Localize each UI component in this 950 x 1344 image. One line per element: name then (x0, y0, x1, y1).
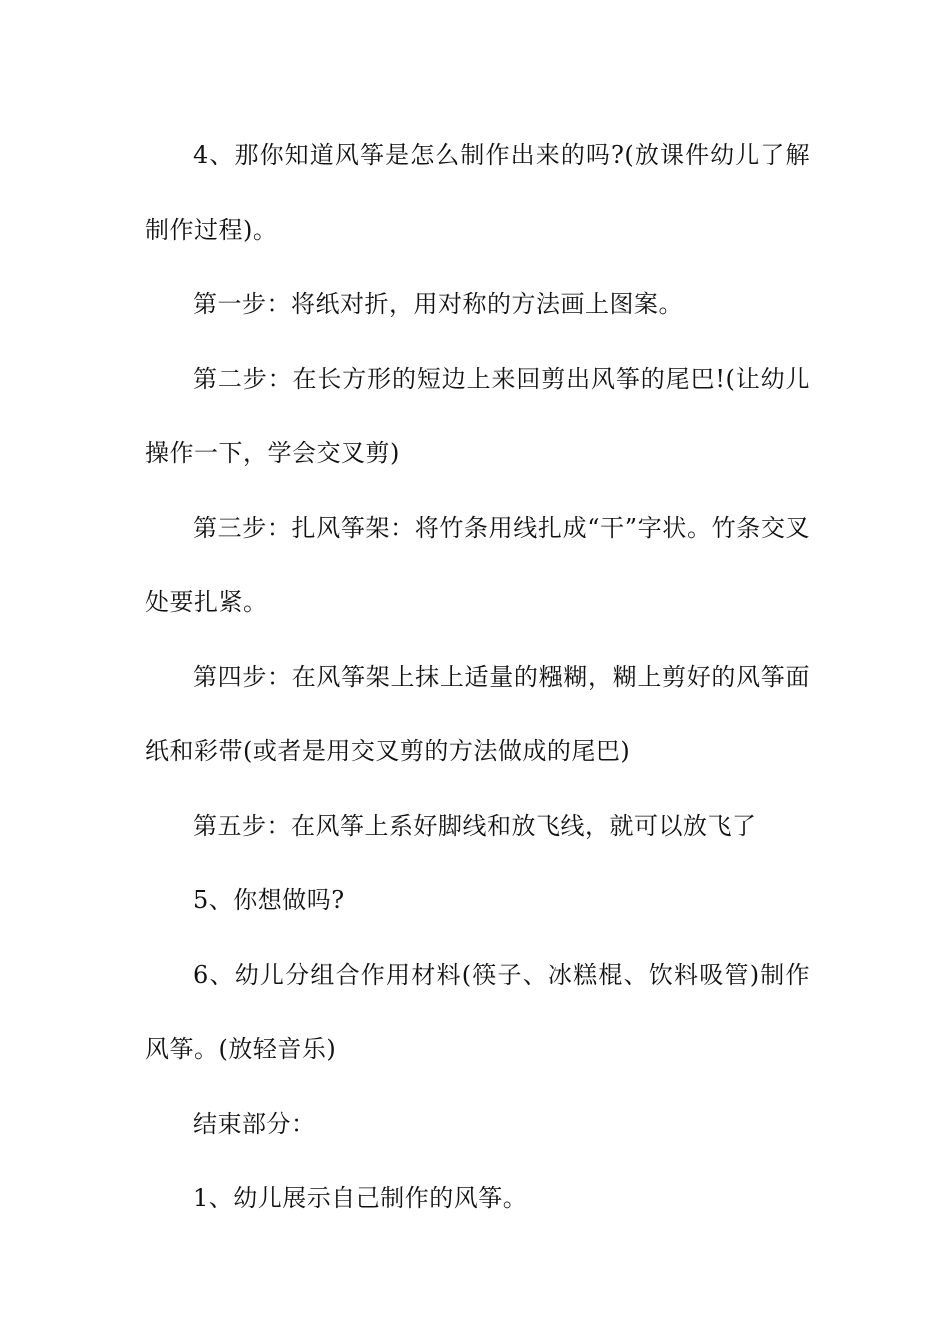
paragraph-ending-1: 1、幼儿展示自己制作的风筝。 (193, 1184, 528, 1212)
paragraph-question-5: 5、你想做吗? (193, 886, 345, 914)
paragraph-activity-6: 6、幼儿分组合作用材料(筷子、冰糕棍、饮料吸管)制作风筝。(放轻音乐) (145, 960, 810, 1063)
section-heading-ending: 结束部分： (193, 1109, 316, 1138)
paragraph-step-one: 第一步：将纸对折，用对称的方法画上图案。 (193, 290, 683, 318)
paragraph-step-three: 第三步：扎风筝架：将竹条用线扎成“干”字状。竹条交叉处要扎紧。 (145, 513, 810, 616)
paragraph-step-4-question: 4、那你知道风筝是怎么制作出来的吗?(放课件幼儿了解制作过程)。 (145, 141, 810, 244)
document-body (145, 118, 810, 1236)
paragraph-step-four: 第四步：在风筝架上抹上适量的糨糊，糊上剪好的风筝面纸和彩带(或者是用交叉剪的方法做成的尾巴) (145, 662, 810, 765)
paragraph-step-two: 第二步：在长方形的短边上来回剪出风筝的尾巴!(让幼儿操作一下，学会交叉剪) (145, 364, 810, 467)
paragraph-step-five: 第五步：在风筝上系好脚线和放飞线，就可以放飞了 (193, 811, 757, 840)
